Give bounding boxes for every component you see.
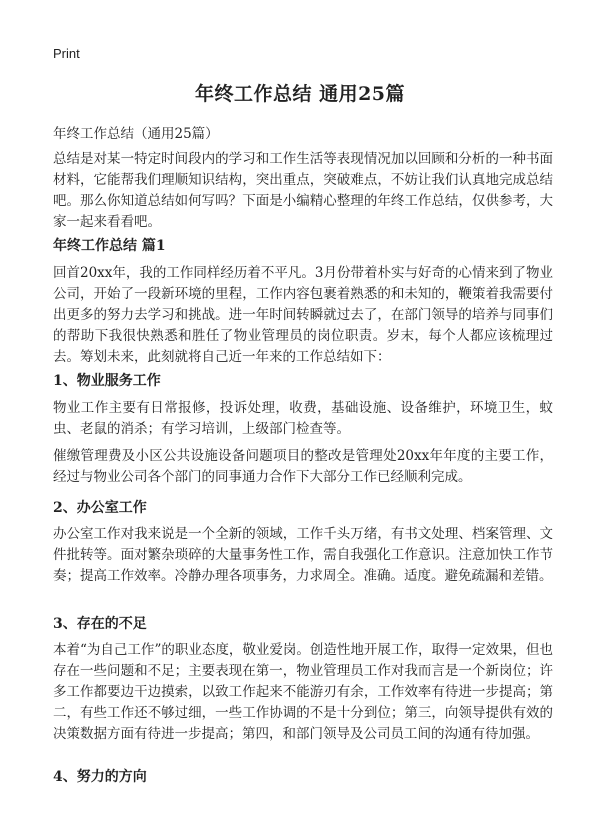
article-heading: 年终工作总结 篇1 <box>53 238 166 254</box>
document-subtitle: 年终工作总结（通用25篇） <box>53 126 219 142</box>
section-heading-2: 2、办公室工作 <box>53 500 147 516</box>
intro-paragraph: 总结是对某一特定时间段内的学习和工作生活等表现情况加以回顾和分析的一种书面材料，它能帮我们理顺知识结构，突出重点，突破难点，不妨让我们认真地完成总结吧。那么你知道总结如何写吗？下面是小编精心整理的年终工作总结，仅供参考，大家一起来看看吧。 <box>53 151 553 230</box>
print-link[interactable]: Print <box>53 46 80 61</box>
section-2-paragraph-1: 办公室工作对我来说是一个全新的领域，工作千头万绪，有书文处理、档案管理、文件批转等。面对繁杂琐碎的大量事务性工作，需自我强化工作意识。注意加快工作节奏；提高工作效率。冷静办理各项事务，力求周全。准确。适度。避免疏漏和差错。 <box>53 526 553 584</box>
section-heading-1: 1、物业服务工作 <box>53 373 161 389</box>
section-3-paragraph-1: 本着“为自己工作”的职业态度，敬业爱岗。创造性地开展工作，取得一定效果，但也存在一些问题和不足；主要表现在第一，物业管理员工作对我而言是一个新岗位；许多工作都要边干边摸索，以致工作起来不能游刃有余，工作效率有待进一步提高；第二，有些工作还不够过细，一些工作协调的不是十分到位；第三，向领导提供有效的决策数据方面有待进一步提高；第四，和部门领导及公司员工间的沟通有待加强。 <box>53 642 553 742</box>
section-1-paragraph-1: 物业工作主要有日常报修，投诉处理，收费，基础设施、设备维护，环境卫生，蚊虫、老鼠的消杀；有学习培训，上级部门检查等。 <box>53 400 553 437</box>
section-heading-3: 3、存在的不足 <box>53 616 147 632</box>
section-1-paragraph-2: 催缴管理费及小区公共设施设备问题项目的整改是管理处20xx年年度的主要工作，经过与物业公司各个部门的同事通力合作下大部分工作已经顺利完成。 <box>53 448 553 485</box>
section-heading-4: 4、努力的方向 <box>53 769 147 785</box>
article-intro-paragraph: 回首20xx年，我的工作同样经历着不平凡。3月份带着朴实与好奇的心情来到了物业公司，开始了一段新环境的里程，工作内容包裹着熟悉的和未知的，鞭策着我需要付出更多的努力去学习和挑战。进一年时间转瞬就过去了，在部门领导的培养与同事们的帮助下我很快熟悉和胜任了物业管理员的岗位职责。岁末，每个人都应该梳理过去。筹划未来，此刻就将自己近一年来的工作总结如下： <box>53 265 553 365</box>
document-title: 年终工作总结 通用25篇 <box>194 83 406 105</box>
